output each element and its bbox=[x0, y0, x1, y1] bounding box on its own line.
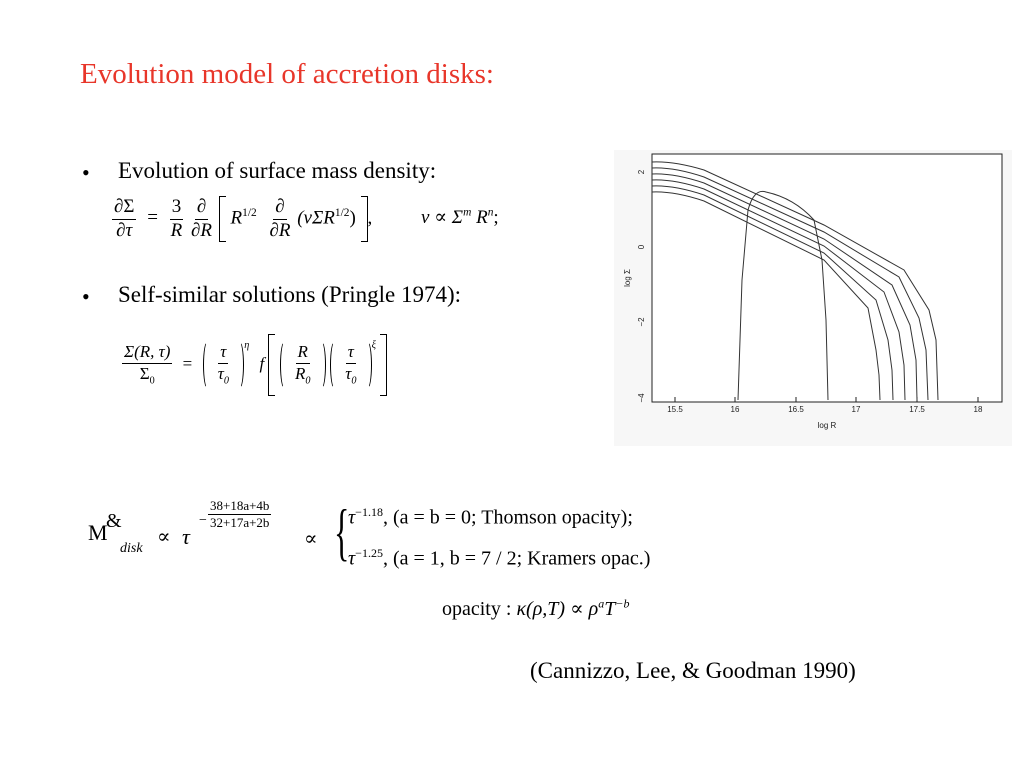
proportional-symbol: ∝ bbox=[157, 526, 171, 548]
frac-d-dr-inner: $\frac{\partial}{\partial R}$ bbox=[269, 195, 291, 241]
y-axis-label: log Σ bbox=[623, 269, 632, 287]
bullet-marker: • bbox=[82, 284, 90, 309]
left-bracket bbox=[219, 196, 226, 242]
bullet-self-similar: Self-similar solutions (Pringle 1974): bbox=[118, 282, 462, 307]
exponent-fraction: $\frac{38+18a+4b}{32+17a+2b}$ bbox=[210, 498, 270, 531]
tau-symbol: τ bbox=[182, 524, 190, 549]
frac-dsigma-dtau: $\frac{\partial\Sigma}{\partial\tau}$ bbox=[114, 195, 135, 241]
bullet-surface-density: Evolution of surface mass density: bbox=[118, 158, 437, 183]
viscosity-relation: $\nu \propto \Sigma^m$ $R^n$; bbox=[421, 207, 499, 229]
equation-self-similar: $\frac{\Sigma(R, \tau)}{\Sigma_0}$ = $\frac{\tau}{\tau_0}$ $^\eta$ f $\frac{R}{R_0}$ $\frac{\tau}{\tau_0}$ $^\xi$ bbox=[122, 334, 387, 396]
evolution-plot-svg bbox=[614, 150, 1012, 446]
x-tick: 15.5 bbox=[667, 405, 683, 414]
disk-subscript: disk bbox=[120, 541, 143, 556]
mdot-dot-glyph: & bbox=[106, 510, 122, 532]
right-bracket bbox=[361, 196, 368, 242]
frac-3-over-r: $\frac{3}{R}$ bbox=[170, 195, 183, 241]
frac-d-dr: $\frac{\partial}{\partial R}$ bbox=[191, 195, 213, 241]
x-tick: 16.5 bbox=[788, 405, 804, 414]
case-kramers: $\tau^{-1.25}$, (a = 1, b = 7 / 2; Kramers opac.) bbox=[348, 546, 651, 570]
y-tick: 0 bbox=[637, 244, 646, 250]
frac-r-ratio: $\frac{R}{R_0}$ bbox=[294, 342, 311, 387]
y-tick: −2 bbox=[637, 317, 646, 327]
x-tick: 16 bbox=[730, 405, 740, 414]
equation-surface-density: $\frac{\partial\Sigma}{\partial\tau}$ = $\frac{3}{R}$ $\frac{\partial}{\partial R}$ $R^{1/2}$ $\frac{\partial}{\partial R}$ (νΣR$^{1/2}$) , $\nu \propto \Sigma^m$ $R^n$; bbox=[114, 195, 499, 241]
mdot-symbol: M bbox=[88, 520, 108, 545]
x-tick: 17 bbox=[851, 405, 861, 414]
frac-sigma-ratio: $\frac{\Sigma(R, \tau)}{\Sigma_0}$ bbox=[124, 342, 171, 387]
y-tick: 2 bbox=[637, 169, 646, 175]
frac-tau-ratio: $\frac{\tau}{\tau_0}$ bbox=[217, 342, 229, 387]
frac-tau-ratio-2: $\frac{\tau}{\tau_0}$ bbox=[345, 342, 357, 387]
slide-title: Evolution model of accretion disks: bbox=[80, 58, 494, 90]
x-axis-label: log R bbox=[817, 421, 837, 430]
case-thomson: $\tau^{-1.18}$, (a = b = 0; Thomson opacity); bbox=[348, 505, 633, 529]
citation: (Cannizzo, Lee, & Goodman 1990) bbox=[530, 658, 856, 683]
proportional-symbol-2: ∝ bbox=[304, 528, 318, 550]
x-tick: 17.5 bbox=[909, 405, 925, 414]
x-tick: 18 bbox=[973, 405, 983, 414]
evolution-plot bbox=[614, 150, 1012, 446]
bullet-marker: • bbox=[82, 160, 90, 185]
opacity-law: opacity : $\kappa(\rho,T) \propto \rho^aT^{-b}$ bbox=[442, 596, 630, 620]
exponent-minus: − bbox=[199, 513, 207, 528]
left-brace: { bbox=[334, 496, 350, 567]
y-tick: −4 bbox=[637, 393, 646, 403]
